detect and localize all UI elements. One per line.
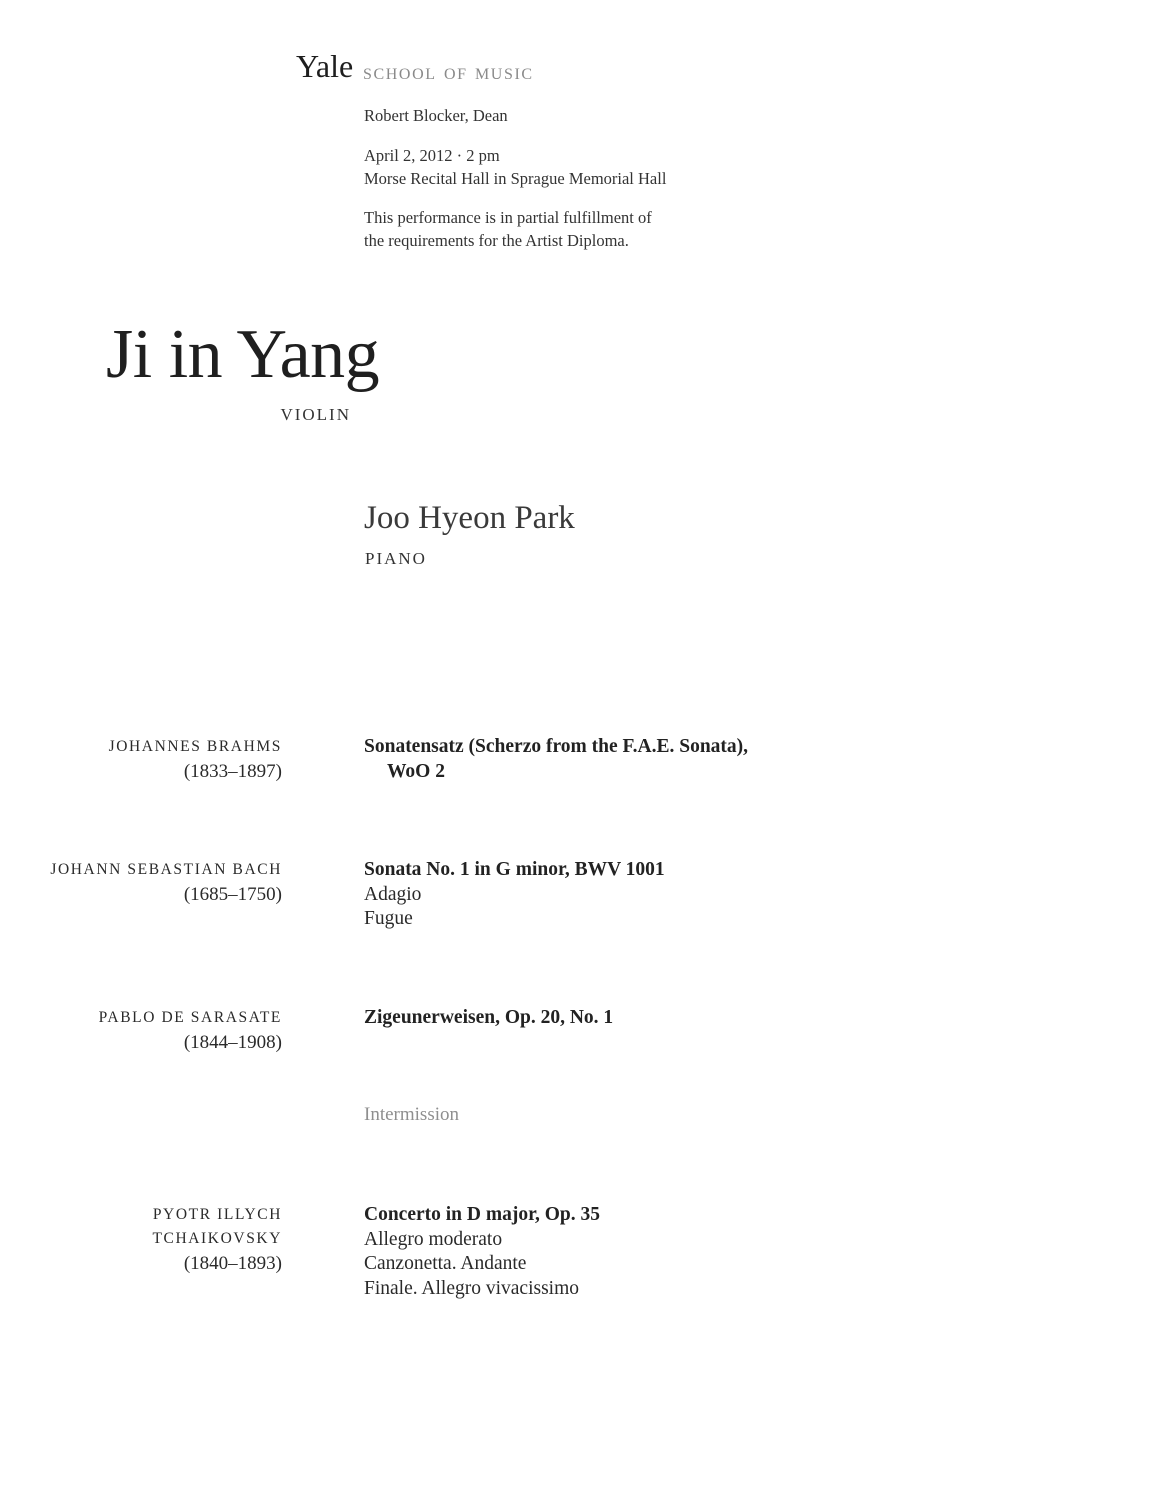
composer-name: PYOTR ILLYCH (152, 1206, 282, 1223)
performance-venue: Morse Recital Hall in Sprague Memorial Hall (364, 169, 667, 188)
program-composer (152, 1203, 282, 1276)
program-composer (99, 1006, 282, 1055)
work-title: Sonata No. 1 in G minor, BWV 1001 (364, 859, 665, 880)
composer-dates: (1840–1893) (183, 1253, 282, 1274)
work-title: Zigeunerweisen, Op. 20, No. 1 (364, 1007, 614, 1028)
main-performer-instrument: VIOLIN (280, 405, 351, 424)
work-title: Sonatensatz (Scherzo from the F.A.E. Sonata), (364, 736, 749, 757)
composer-name: PABLO DE SARASATE (98, 1009, 282, 1026)
fulfillment-note-line-1: This performance is in partial fulfillment of (364, 208, 652, 227)
performance-date: April 2, 2012 · 2 pm (364, 146, 500, 165)
main-performer-name: Ji in Yang (106, 316, 380, 393)
program-work (364, 1006, 613, 1031)
program-composer (109, 735, 282, 784)
work-movement: Finale. Allegro vivacissimo (364, 1277, 580, 1299)
dean-line: Robert Blocker, Dean (364, 106, 508, 125)
work-title: Concerto in D major, Op. 35 (364, 1204, 600, 1225)
composer-name: TCHAIKOVSKY (152, 1230, 282, 1247)
work-movement: Adagio (364, 883, 422, 905)
composer-dates: (1844–1908) (183, 1032, 282, 1053)
yale-logotype: Yale (296, 48, 354, 84)
program-work (364, 735, 748, 784)
composer-name: JOHANN SEBASTIAN BACH (50, 861, 282, 878)
collaborator-instrument: PIANO (365, 549, 427, 568)
collaborator-name: Joo Hyeon Park (364, 500, 575, 536)
composer-dates: (1833–1897) (183, 761, 282, 782)
work-movement: Allegro moderato (364, 1228, 503, 1250)
fulfillment-note-line-2: the requirements for the Artist Diploma. (364, 231, 629, 250)
work-title-continuation: WoO 2 (387, 760, 445, 782)
program-composer (50, 858, 282, 907)
program-work (364, 858, 665, 932)
intermission-label: Intermission (364, 1104, 459, 1125)
work-movement: Canzonetta. Andante (364, 1253, 527, 1274)
composer-name: JOHANNES BRAHMS (108, 738, 282, 755)
work-movement: Fugue (364, 908, 413, 929)
composer-dates: (1685–1750) (183, 884, 282, 905)
program-work (364, 1203, 600, 1301)
school-of-music-logotype: school of music (363, 59, 534, 84)
